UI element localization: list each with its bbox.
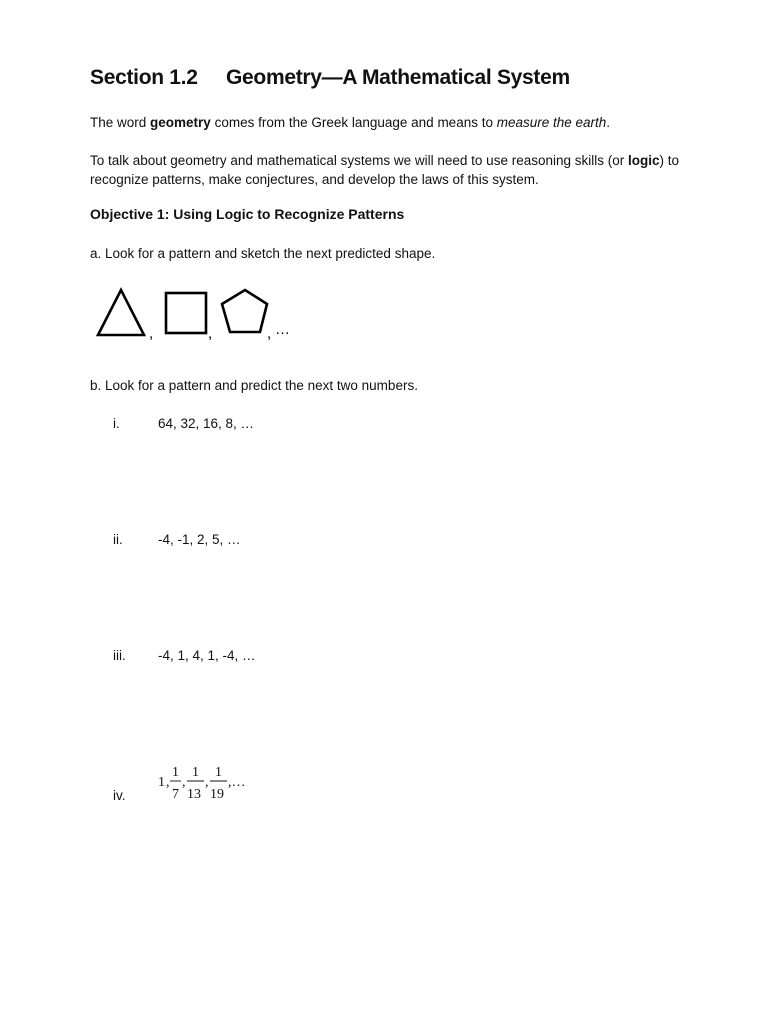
intro-text: ) to recognize patterns, make conjectures, and develop the laws of this system.	[90, 153, 680, 187]
pentagon-icon	[222, 290, 267, 332]
intro-text: comes from the Greek language and means to	[210, 115, 497, 130]
intro-text: .	[606, 115, 611, 130]
item-label: iii.	[113, 648, 126, 663]
objective-heading: Objective 1: Using Logic to Recognize Patterns	[90, 206, 405, 222]
ellipsis: …	[275, 321, 290, 338]
fraction-numerator: 1	[172, 765, 179, 780]
term-logic: logic	[628, 153, 660, 168]
separator-comma: ,	[182, 775, 186, 790]
separator-comma: ,	[166, 775, 170, 790]
square-icon	[166, 293, 206, 333]
fraction-denominator: 7	[172, 787, 179, 802]
fraction-numerator: 1	[215, 765, 222, 780]
separator-comma: ,	[208, 325, 213, 342]
item-label: i.	[113, 416, 120, 431]
part-b-prompt: b. Look for a pattern and predict the next two numbers.	[90, 378, 418, 393]
sequence-iv	[155, 760, 265, 808]
triangle-icon	[98, 290, 144, 335]
item-label: iv.	[113, 788, 126, 803]
separator-comma: ,	[267, 325, 272, 342]
fraction-denominator: 19	[210, 787, 224, 802]
section-number: Section 1.2	[90, 66, 198, 89]
meaning-phrase: measure the earth	[496, 115, 607, 130]
intro-text: The word	[90, 115, 151, 130]
separator-comma: ,	[149, 325, 154, 342]
item-label: ii.	[113, 532, 123, 547]
part-a-prompt: a. Look for a pattern and sketch the next predicted shape.	[90, 246, 436, 261]
first-term: 1	[158, 775, 165, 790]
fraction-denominator: 13	[187, 787, 201, 802]
sequence-ii: -4, -1, 2, 5, …	[158, 532, 241, 547]
term-geometry: geometry	[150, 115, 211, 130]
sequence-iii: -4, 1, 4, 1, -4, …	[158, 648, 256, 663]
separator-comma: ,	[205, 775, 209, 790]
page-title	[90, 66, 570, 90]
sequence-tail: ,…	[228, 775, 246, 790]
sequence-i: 64, 32, 16, 8, …	[158, 416, 255, 431]
intro-paragraph-1	[90, 113, 730, 132]
section-name: Geometry—A Mathematical System	[226, 66, 570, 89]
intro-text: To talk about geometry and mathematical systems we will need to use reasoning skills (or	[90, 153, 628, 168]
intro-paragraph-2	[90, 151, 730, 189]
fraction-numerator: 1	[192, 765, 199, 780]
shape-pattern	[94, 284, 314, 344]
